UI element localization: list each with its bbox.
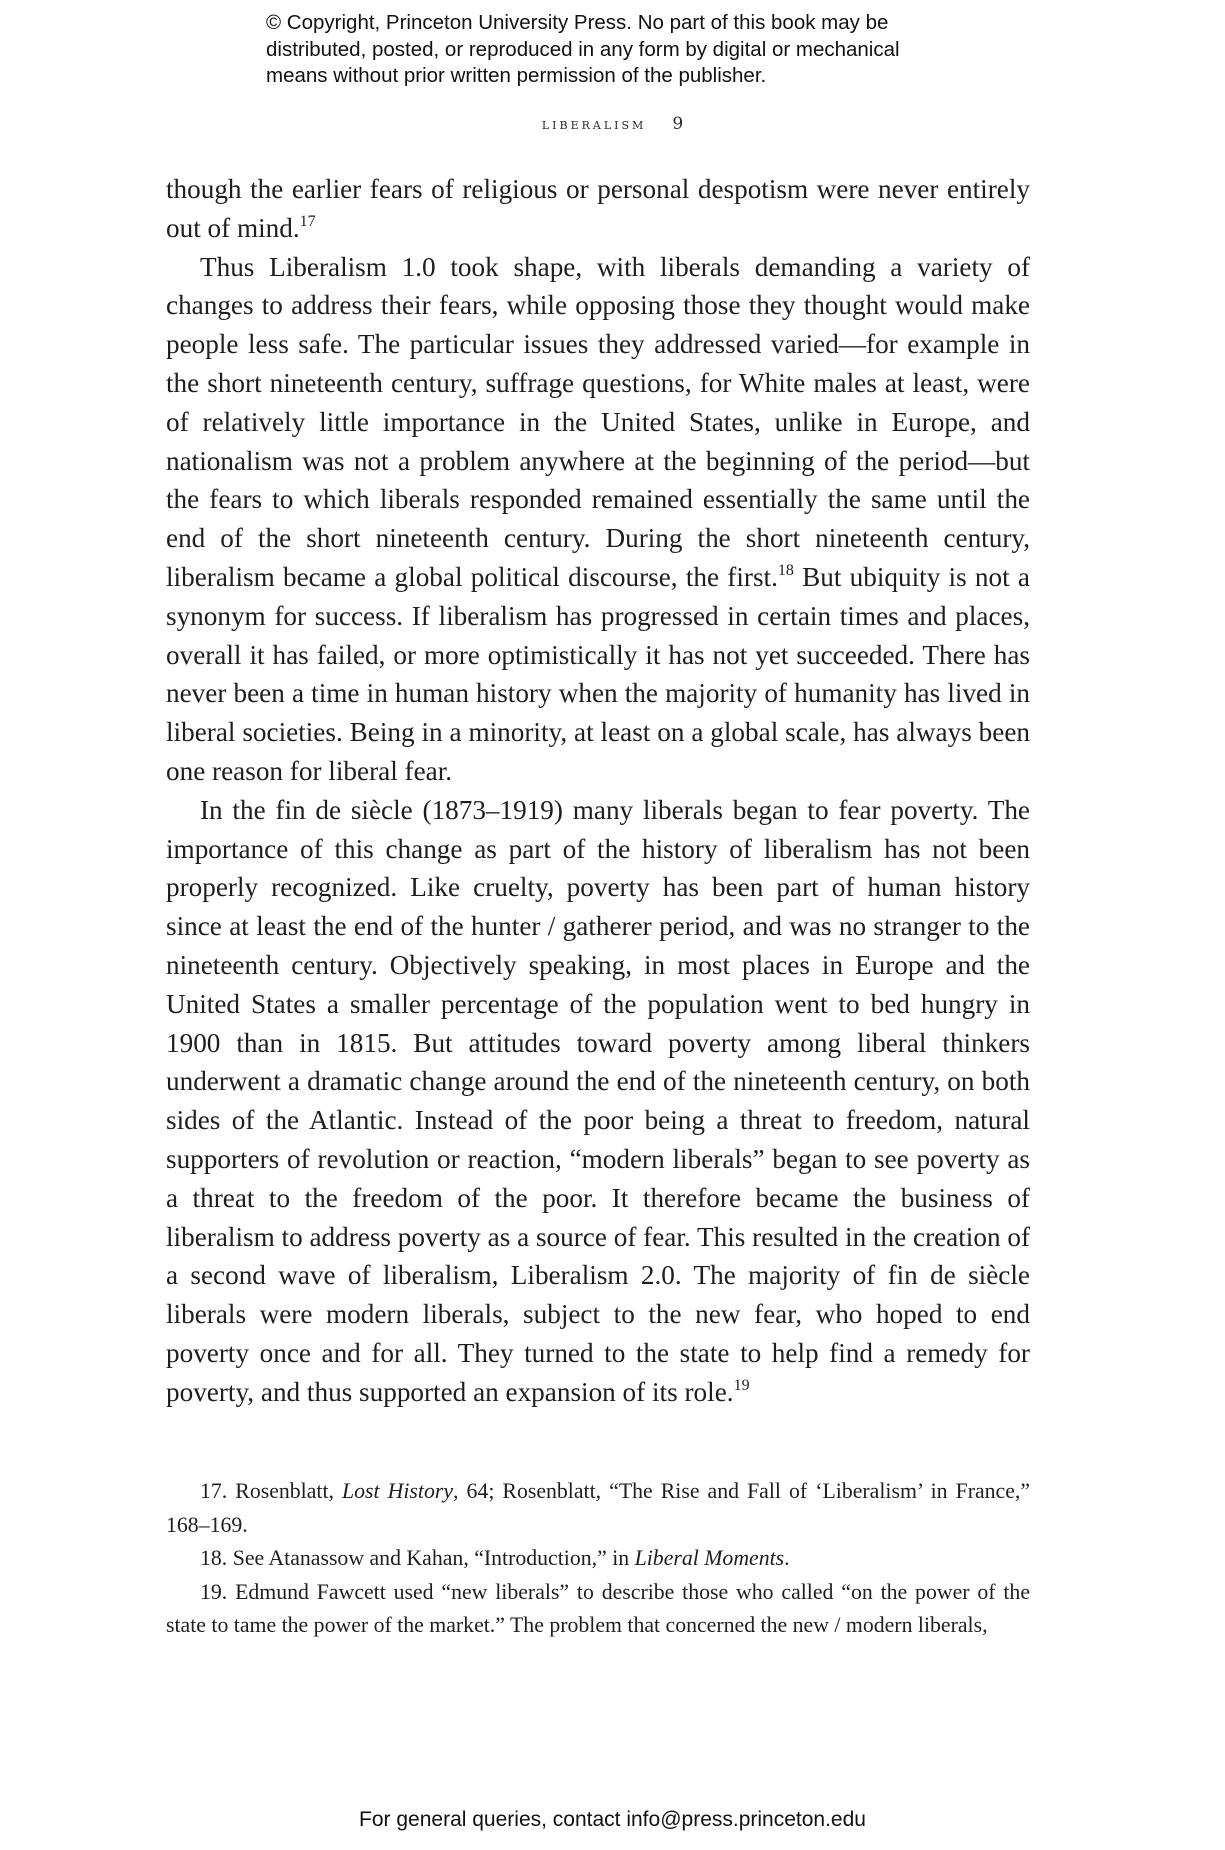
footnote-18-title: Liberal Moments [634, 1546, 785, 1570]
footnote-17-part-a: 17. Rosenblatt, [200, 1479, 343, 1503]
footnotes [166, 1475, 1030, 1643]
footnote-18 [166, 1542, 1030, 1576]
footnote-ref-18: 18 [777, 561, 794, 579]
footnote-17-title: Lost History [342, 1479, 454, 1503]
footnote-ref-17: 17 [299, 212, 316, 230]
body-text [166, 170, 1030, 1412]
paragraph-2-text-a: Thus Liberalism 1.0 took shape, with liberals demanding a variety of changes to address their fears, while opposing those they thought would make people less safe. The particular issues they addressed varied—for example in the short nineteenth century, suffrage questions, for White males at least, were of relatively little importance in the United States, unlike in Europe, and nationalism was not a problem anywhere at the beginning of the period—but the fears to which liberals responded remained essentially the same until the end of the short nineteenth century. During the short nineteenth century, liberalism became a global political discourse, the first. [166, 251, 1030, 592]
copyright-line-1: © Copyright, Princeton University Press. No part of this book may be [266, 11, 889, 34]
footnote-18-part-c: . [784, 1546, 790, 1570]
paragraph-3-text: In the fin de siècle (1873–1919) many liberals began to fear poverty. The importance of this change as part of the history of liberalism has not been properly recognized. Like cruelty, poverty has been part of human history since at least the end of the hunter / gatherer period, and was no stranger to the nineteenth century. Objectively speaking, in most places in Europe and the United States a smaller percentage of the population went to bed hungry in 1900 than in 1815. But attitudes toward poverty among liberal thinkers underwent a dramatic change around the end of the nineteenth century, on both sides of the Atlantic. Instead of the poor being a threat to freedom, natural supporters of revolution or reaction, “modern liberals” began to see poverty as a threat to the freedom of the poor. It therefore became the business of liberalism to address poverty as a source of fear. This resulted in the creation of a second wave of liberalism, Liberalism 2.0. The majority of fin de siècle liberals were modern liberals, subject to the new fear, who hoped to end poverty once and for all. They turned to the state to help find a remedy for poverty, and thus supported an expansion of its role. [166, 794, 1030, 1407]
footer-contact: For general queries, contact info@press.princeton.edu [359, 1808, 866, 1831]
paragraph-1 [166, 170, 1030, 248]
paragraph-2-text-b: But ubiquity is not a synonym for success. If liberalism has progressed in certain times and places, overall it has failed, or more optimistically it has not yet succeeded. There has never been a time in human history when the majority of humanity has lived in liberal societies. Being in a minority, at least on a global scale, has always been one reason for liberal fear. [166, 561, 1030, 786]
copyright-line-2: distributed, posted, or reproduced in any form by digital or mechanical [266, 37, 900, 61]
footnote-ref-19: 19 [733, 1376, 750, 1394]
copyright-notice [266, 10, 1026, 90]
paragraph-2 [166, 248, 1030, 791]
footnote-17 [166, 1475, 1030, 1542]
footnote-17-part-c: , 64; Rosenblatt, “The Rise and Fall of ‘Liberalism’ in France,” 168–169. [166, 1479, 1031, 1537]
copyright-line-3: means without prior written permission of the publisher. [266, 64, 767, 87]
footnote-18-part-a: 18. See Atanassow and Kahan, “Introduction,” in [200, 1546, 635, 1570]
running-head-title: liberalism [541, 115, 647, 133]
running-head [0, 114, 1225, 134]
footnote-19: 19. Edmund Fawcett used “new liberals” to describe those who called “on the power of the state to tame the power of the market.” The problem that concerned the new / modern liberals, [166, 1579, 1030, 1637]
page-number: 9 [672, 114, 684, 134]
paragraph-3 [166, 791, 1030, 1412]
paragraph-1-text: though the earlier fears of religious or personal despotism were never entirely out of mind. [166, 174, 1030, 243]
